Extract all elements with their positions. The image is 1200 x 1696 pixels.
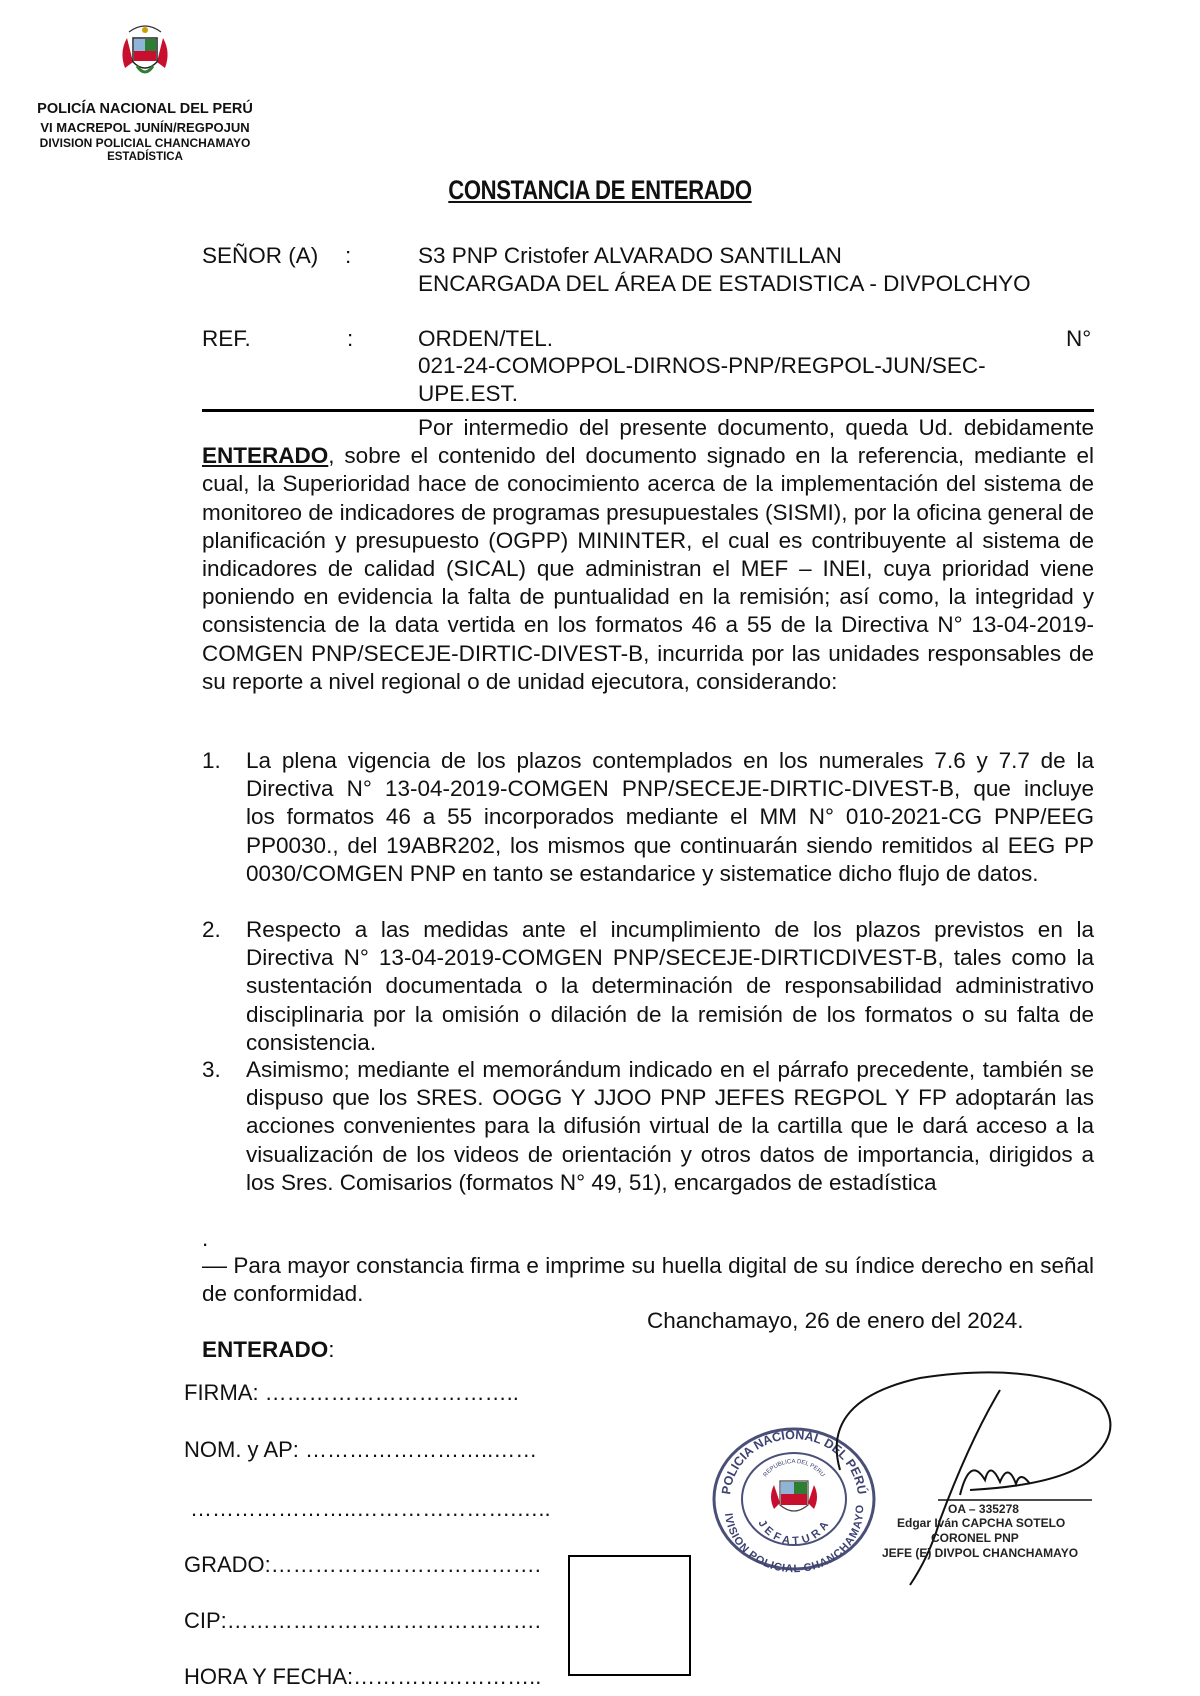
body-paragraph [202, 414, 1094, 696]
grado-field: GRADO:………………………………. [184, 1552, 541, 1577]
list-item-number: 2. [202, 917, 221, 942]
firma-field: FIRMA: …………………………….. [184, 1380, 519, 1405]
hora-fecha-field: HORA Y FECHA:…………………….. [184, 1664, 542, 1689]
signature-post: JEFE (E) DIVPOL CHANCHAMAYO [882, 1546, 1079, 1560]
police-emblem [115, 22, 175, 92]
seal-inner-top: REPUBLICA DEL PERU [762, 1458, 826, 1479]
addressee-label: SEÑOR (A) [202, 243, 319, 268]
enterado-label [202, 1337, 335, 1363]
horizontal-rule [202, 409, 1094, 412]
list-item-number: 1. [202, 748, 221, 773]
name-field: NOM. y AP: ……………………..…… [184, 1437, 538, 1462]
addressee-colon: : [345, 243, 352, 268]
addressee-name: S3 PNP Cristofer ALVARADO SANTILLAN [418, 243, 842, 268]
reference-number-sign: N° [1066, 326, 1092, 351]
reference-line-2: 021-24-COMOPPOL-DIRNOS-PNP/REGPOL-JUN/SEC- [418, 353, 986, 378]
place-and-date: Chanchamayo, 26 de enero del 2024. [647, 1308, 1024, 1333]
signature-name: Edgar Iván CAPCHA SOTELO [897, 1516, 1066, 1530]
signature-rank: CORONEL PNP [931, 1531, 1019, 1545]
closing-paragraph: –– Para mayor constancia firma e imprime su huella digital de su índice derecho en señal de conformidad. [202, 1253, 1094, 1307]
addressee-position: ENCARGADA DEL ÁREA DE ESTADISTICA - DIVPOLCHYO [418, 271, 1031, 296]
signature-oa: OA – 335278 [948, 1502, 1019, 1516]
seal-outer-top: POLICIA NACIONAL DEL PERÚ [719, 1427, 869, 1496]
body-rest: , sobre el contenido del documento signado en la referencia, mediante el cual, la Superioridad hace de conocimiento acerca de la implementación del sistema de monitoreo de indicadores de programas presupuestales (SISMI), por la oficina general de planificación y presupuesto (OGPP) MININTER, el cual es contribuyente al sistema de indicadores de calidad (SICAL) que administran el MEF – INEI, cuya prioridad viene poniendo en evidencia la falta de puntualidad en la remisión; así como, la integridad y consistencia de la data vertida en los formatos 46 a 55 de la Directiva N° 13-04-2019-COMGEN PNP/SECEJE-DIRTIC-DIVEST-B, incurrida por las unidades responsables de su reporte a nivel regional o de unidad ejecutora, considerando: [202, 443, 1094, 694]
header-line-3: DIVISION POLICIAL CHANCHAMAYO [39, 136, 251, 150]
reference-line-1: ORDEN/TEL. [418, 326, 554, 351]
document-title: CONSTANCIA DE ENTERADO [448, 175, 752, 205]
list-item-text: Asimismo; mediante el memorándum indicado en el párrafo precedente, también se dispuso que los SRES. OOGG Y JJOO PNP JEFES REGPOL Y FP adoptarán las acciones convenientes para la difusión virtual de la cartilla que le dará acceso a la visualización de los videos de orientación y otros datos de importancia, dirigidos a los Sres. Comisarios (formatos N° 49, 51), encargados de estadística [246, 1057, 1094, 1195]
enterado-label-text: ENTERADO [202, 1337, 329, 1362]
enterado-emphasis: ENTERADO [202, 443, 329, 469]
reference-line-3: UPE.EST. [418, 381, 519, 406]
enterado-label-colon: : [328, 1337, 335, 1362]
list-item-text: La plena vigencia de los plazos contemplados en los numerales 7.6 y 7.7 de la Directiva N° 13-04-2019-COMGEN PNP/SECEJE-DIRTIC-DIVEST-B, que incluye los formatos 46 a 55 incorporados mediante el MM N° 010-2021-CG PNP/EEG PP0030., del 19ABR202, los mismos que continuarán siendo remitidos al EEG PP 0030/COMGEN PNP en tanto se estandarice y sistematice dicho flujo de datos. [246, 748, 1094, 886]
reference-label: REF. [202, 326, 251, 351]
header-line-1: POLICÍA NACIONAL DEL PERÚ [37, 101, 253, 117]
name-field-continuation: …………………..………………….….. [190, 1496, 551, 1521]
stray-dot: . [202, 1226, 209, 1251]
svg-text:REPUBLICA DEL PERU [763, 1459, 826, 1478]
list-item-number: 3. [202, 1057, 221, 1082]
seal-inner-bottom: JEFATURA [755, 1517, 833, 1548]
cip-field: CIP:……………………………………. [184, 1608, 541, 1633]
seal-outer-bottom: IVISION POLICIAL CHANCHAMAYO [721, 1504, 867, 1573]
header-line-4: ESTADÍSTICA [107, 151, 183, 163]
fingerprint-box [568, 1555, 691, 1676]
reference-colon: : [347, 326, 354, 351]
header-line-2: VI MACREPOL JUNÍN/REGPOJUN [40, 120, 250, 135]
body-intro: Por intermedio del presente documento, queda Ud. debidamente [418, 415, 1094, 440]
list-item-text: Respecto a las medidas ante el incumplimiento de los plazos previstos en la Directiva N° 13-04-2019-COMGEN PNP/SECEJE-DIRTICDIVEST-B, tales como la sustentación documentada o la determinación de responsabilidad administrativo disciplinaria por la omisión o dilación de la remisión de los formatos o su falta de consistencia. [246, 917, 1094, 1055]
